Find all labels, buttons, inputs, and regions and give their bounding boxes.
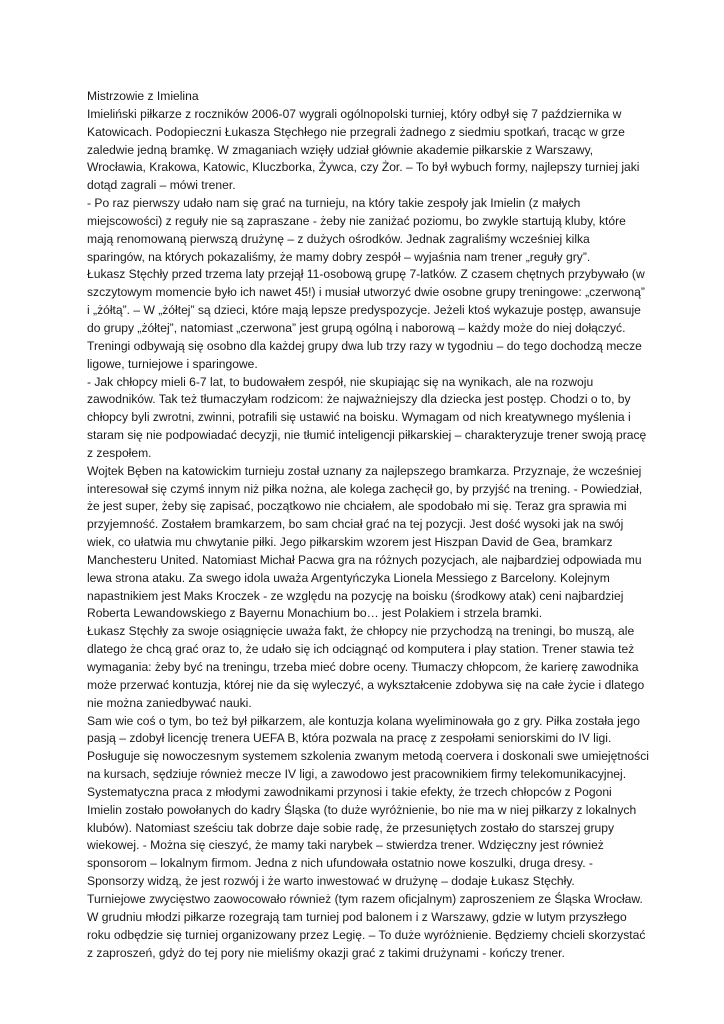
paragraph: Systematyczna praca z młodymi zawodnikami przynosi i takie efekty, że trzech chłopców z Pogoni Imielin zostało powołanych do kadry Śląska (to duże wyróżnienie, bo nie ma w niej piłkarzy z lokalnych klubów). Natomiast sześciu tak dobrze daje sobie radę, że przesuniętych zostało do starszej grupy wiekowej. - Można się cieszyć, że mamy taki narybek – stwierdza trener. Wdzięczny jest również sponsorom – lokalnym firmom. Jedna z nich ufundowała ostatnio nowe koszulki, druga dresy. - Sponsorzy widzą, że jest rozwój i że warto inwestować w drużynę – dodaje Łukasz Stęchły.: [87, 784, 637, 889]
paragraph: Imieliński piłkarze z roczników 2006-07 wygrali ogólnopolski turniej, który odbył się 7 października w Katowicach. Podopieczni Łukasza Stęchłego nie przegrali żadnego z siedmiu spotkań, tracąc w grze zaledwie jedną bramkę. W zmaganiach wzięły udział głównie akademie piłkarskie z Warszawy, Wrocławia, Krakowa, Katowic, Kluczborka, Żywca, czy Żor. – To był wybuch formy, najlepszy turniej jaki dotąd zagrali – mówi trener.: [87, 106, 640, 193]
paragraph: Sam wie coś o tym, bo też był piłkarzem, ale kontuzja kolana wyeliminowała go z gry. Piłka została jego pasją – zdobył licencję trenera UEFA B, która pozwala na pracę z zespołami seniorskimi do IV ligi. Posługuje się nowoczesnym systemem szkolenia zwanym metodą coervera i doskonali swe umiejętności na kursach, sędziuje również mecze IV ligi, a zawodowo jest pracownikiem firmy telekomunikacyjnej.: [87, 713, 649, 782]
paragraph: Wojtek Bęben na katowickim turnieju został uznany za najlepszego bramkarza. Przyznaje, że wcześniej interesował się czymś innym niż piłka nożna, ale kolega zachęcił go, by przyjść na trening. - Powiedział, że jest super, żeby się zapisać, początkowo nie chciałem, ale spodobało mi się. Teraz gra sprawia mi przyjemność. Zostałem bramkarzem, bo sam chciał grać na tej pozycji. Jest dość wysoki jak na swój wiek, co ułatwia mu chwytanie piłki. Jego piłkarskim wzorem jest Hiszpan David de Gea, bramkarz Manchesteru United. Natomiast Michał Pacwa gra na różnych pozycjach, ale najbardziej odpowiada mu lewa strona ataku. Za swego idola uważa Argentyńczyka Lionela Messiego z Barcelony. Kolejnym napastnikiem jest Maks Kroczek - ze względu na pozycję na boisku (środkowy atak) ceni najbardziej Roberta Lewandowskiego z Bayernu Monachium bo… jest Polakiem i strzela bramki.: [87, 463, 643, 621]
paragraph: Turniejowe zwycięstwo zaowocowało również (tym razem oficjalnym) zaproszeniem ze Śląska Wrocław. W grudniu młodzi piłkarze rozegrają tam turniej pod balonem i z Warszawy, gdzie w lutym przyszłego roku odbędzie się turniej organizowany przez Legię. – To duże wyróżnienie. Będziemy chcieli skorzystać z zaproszeń, gdyż do tej pory nie mieliśmy okazji grać z takimi drużynami - kończy trener.: [87, 891, 646, 960]
paragraph: Łukasz Stęchły przed trzema laty przejął 11-osobową grupę 7-latków. Z czasem chętnych przybywało (w szczytowym momencie było ich nawet 45!) i musiał utworzyć dwie osobne grupy treningowe: „czerwoną” i „żółtą”. – W „żółtej” są dzieci, które mają lepsze predyspozycje. Jeżeli ktoś wykazuje postęp, awansuje do grupy „żółtej”, natomiast „czerwona” jest grupą ogólną i naborową – każdy może do niej dołączyć. Treningi odbywają się osobno dla każdej grupy dwa lub trzy razy w tygodniu – do tego dochodzą mecze ligowe, turniejowe i sparingowe.: [87, 267, 645, 371]
paragraph: Łukasz Stęchły za swoje osiągnięcie uważa fakt, że chłopcy nie przychodzą na treningi, bo muszą, ale dlatego że chcą grać oraz to, że udało się ich odciągnąć od komputera i play station. Trener stawia też wymagania: żeby być na treningu, trzeba mieć dobre oceny. Tłumaczy chłopcom, że karierę zawodnika może przerwać kontuzja, której nie da się wyleczyć, a wykształcenie zdobywa się na całe życie i dlatego nie można zaniedbywać nauki.: [87, 624, 645, 710]
document-title: Mistrzowie z Imielina: [87, 89, 199, 103]
document-page: [87, 88, 649, 962]
paragraph: - Jak chłopcy mieli 6-7 lat, to budowałem zespół, nie skupiając się na wynikach, ale na rozwoju zawodników. Tak też tłumaczyłam rodzicom: że najważniejszy dla dziecka jest postęp. Chodzi o to, by chłopcy byli zwrotni, zwinni, potrafili się ustawić na boisku. Wymagam od nich kreatywnego myślenia i staram się nie podpowiadać decyzji, nie tłumić inteligencji piłkarskiej – charakteryzuje trener swoją pracę z zespołem.: [87, 374, 647, 460]
paragraph: - Po raz pierwszy udało nam się grać na turnieju, na który takie zespoły jak Imielin (z małych miejscowości) z reguły nie są zapraszane - żeby nie zaniżać poziomu, bo zwykle startują kluby, które mają renomowaną pierwszą drużynę – z dużych ośrodków. Jednak zagraliśmy wcześniej kilka sparingów, na których pokazaliśmy, że mamy dobry zespół – wyjaśnia nam trener „reguły gry”.: [87, 196, 626, 264]
